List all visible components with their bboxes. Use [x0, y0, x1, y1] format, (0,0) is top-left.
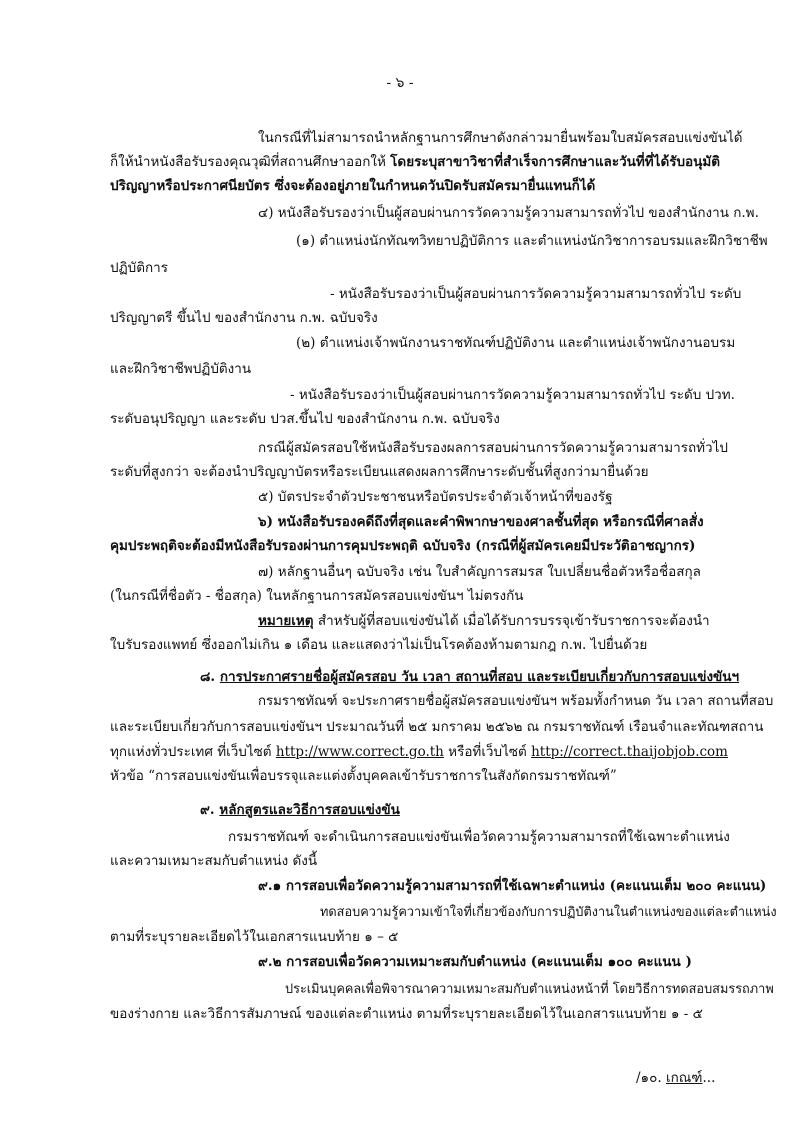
item4-note-line2: ระดับที่สูงกว่า จะต้องนำปริญญาบัตรหรือระเบียนแสดงผลการศึกษาระดับชั้นที่สูงกว่ามายื่นด้วย: [110, 464, 649, 480]
section8-heading: [200, 667, 739, 687]
item4-sub2-doc-line1: - หนังสือรับรองว่าเป็นผู้สอบผ่านการวัดความรู้ความสามารถทั่วไป ระดับ ปวท.: [290, 387, 735, 403]
remark-line1: [258, 611, 710, 631]
intro-line-2-plain: ก็ให้นำหนังสือรับรองคุณวุฒิที่สถานศึกษาออกให้: [110, 154, 391, 170]
remark-label: หมายเหตุ: [258, 613, 314, 629]
item4-note-line1: กรณีผู้สมัครสอบใช้หนังสือรับรองผลการสอบผ่านการวัดความรู้ความสามารถทั่วไป: [258, 440, 728, 456]
section9-heading: [200, 800, 400, 820]
continuation-marker: [636, 1068, 715, 1088]
item7-line1: ๗) หลักฐานอื่นๆ ฉบับจริง เช่น ใบสำคัญการสมรส ใบเปลี่ยนชื่อตัวหรือชื่อสกุล: [258, 564, 701, 580]
intro-line-1: ในกรณีที่ไม่สามารถนำหลักฐานการศึกษาดังกล่าวมายื่นพร้อมใบสมัครสอบแข่งขันได้: [258, 130, 743, 146]
item4-heading: ๔) หนังสือรับรองว่าเป็นผู้สอบผ่านการวัดความรู้ความสามารถทั่วไป ของสำนักงาน ก.พ.: [258, 205, 759, 221]
item4-sub2-line2: และฝึกวิชาชีพปฏิบัติงาน: [110, 361, 252, 377]
section9-line1: กรมราชทัณฑ์ จะดำเนินการสอบแข่งขันเพื่อวัดความรู้ความสามารถที่ใช้เฉพาะตำแหน่ง: [228, 829, 730, 845]
section8-line4: หัวข้อ “การสอบแข่งขันเพื่อบรรจุและแต่งตั้งบุคคลเข้ารับราชการในสังกัดกรมราชทัณฑ์”: [110, 768, 617, 784]
item4-sub1-doc-line1: - หนังสือรับรองว่าเป็นผู้สอบผ่านการวัดความรู้ความสามารถทั่วไป ระดับ: [330, 286, 742, 302]
item4-sub2-line1: (๒) ตำแหน่งเจ้าพนักงานราชทัณฑ์ปฏิบัติงาน และตำแหน่งเจ้าพนักงานอบรม: [296, 335, 736, 351]
continuation-prefix: /๑๐.: [636, 1070, 666, 1086]
item4-sub1-line1: (๑) ตำแหน่งนักทัณฑวิทยาปฏิบัติการ และตำแหน่งนักวิชาการอบรมและฝึกวิชาชีพ: [296, 233, 768, 249]
section9-1-line1: ทดสอบความรู้ความเข้าใจที่เกี่ยวข้องกับการปฏิบัติงานในตำแหน่งของแต่ละตำแหน่ง: [320, 905, 777, 920]
page-number: - ๖ -: [386, 75, 414, 91]
section9-2-line1: ประเมินบุคคลเพื่อพิจารณาความเหมาะสมกับตำแหน่งหน้าที่ โดยวิธีการทดสอบสมรรถภาพ: [285, 982, 774, 997]
continuation-suffix: ...: [702, 1070, 716, 1086]
thaijobjob-link[interactable]: http://correct.thaijobjob.com: [531, 744, 728, 760]
item7-line2: (ในกรณีที่ชื่อตัว - ชื่อสกุล) ในหลักฐานการสมัครสอบแข่งขันฯ ไม่ตรงกัน: [110, 588, 524, 604]
intro-line-2-bold: โดยระบุสาขาวิชาที่สำเร็จการศึกษาและวันที่ที่ได้รับอนุมัติ: [390, 154, 721, 170]
section8-number: ๘.: [200, 669, 220, 685]
section9-number: ๙.: [200, 802, 220, 818]
item6-line1: ๖) หนังสือรับรองคดีถึงที่สุดและคำพิพากษาของศาลชั้นที่สุด หรือกรณีที่ศาลสั่ง: [258, 514, 704, 530]
item6-line2: คุมประพฤติจะต้องมีหนังสือรับรองผ่านการคุมประพฤติ ฉบับจริง (กรณีที่ผู้สมัครเคยมีประวัติอาชญากร): [110, 538, 696, 554]
section8-line3-prefix: ทุกแห่งทั่วประเทศ ที่เว็บไซต์: [110, 744, 276, 760]
item4-sub1-line2: ปฏิบัติการ: [110, 260, 168, 276]
remark-text: สำหรับผู้ที่สอบแข่งขันได้ เมื่อได้รับการบรรจุเข้ารับราชการจะต้องนำ: [313, 613, 710, 629]
section8-line3: [110, 742, 728, 762]
section9-1-line2: ตามที่ระบุรายละเอียดไว้ในเอกสารแนบท้าย ๑ – ๕: [110, 929, 399, 945]
section9-title: หลักสูตรและวิธีการสอบแข่งขัน: [219, 802, 400, 818]
correct-go-th-link[interactable]: http://www.correct.go.th: [275, 744, 444, 760]
item4-sub1-doc-line2: ปริญญาตรี ขึ้นไป ของสำนักงาน ก.พ. ฉบับจริง: [110, 310, 378, 326]
continuation-word: เกณฑ์: [665, 1070, 703, 1086]
item4-sub2-doc-line2: ระดับอนุปริญญา และระดับ ปวส.ขึ้นไป ของสำนักงาน ก.พ. ฉบับจริง: [110, 411, 500, 427]
section8-line1: กรมราชทัณฑ์ จะประกาศรายชื่อผู้สมัครสอบแข่งขันฯ พร้อมทั้งกำหนด วัน เวลา สถานที่สอบ: [258, 694, 774, 709]
intro-line-2: [110, 152, 720, 172]
section8-line2: และระเบียบเกี่ยวกับการสอบแข่งขันฯ ประมาณวันที่ ๒๕ มกราคม ๒๕๖๒ ณ กรมราชทัณฑ์ เรือนจำและทัณฑสถาน: [110, 719, 764, 735]
section9-2-heading: ๙.๒ การสอบเพื่อวัดความเหมาะสมกับตำแหน่ง (คะแนนเต็ม ๑๐๐ คะแนน ): [258, 954, 692, 970]
section9-2-line2: ของร่างกาย และวิธีการสัมภาษณ์ ของแต่ละตำแหน่ง ตามที่ระบุรายละเอียดไว้ในเอกสารแนบท้าย ๑ - ๕: [110, 1006, 703, 1022]
section8-line3-mid: หรือที่เว็บไซต์: [443, 744, 532, 760]
section9-line2: และความเหมาะสมกับตำแหน่ง ดังนี้: [110, 853, 318, 869]
remark-line2: ใบรับรองแพทย์ ซึ่งออกไม่เกิน ๑ เดือน และแสดงว่าไม่เป็นโรคต้องห้ามตามกฎ ก.พ. ไปยื่นด้วย: [110, 637, 648, 653]
section9-1-heading: ๙.๑ การสอบเพื่อวัดความรู้ความสามารถที่ใช้เฉพาะตำแหน่ง (คะแนนเต็ม ๒๐๐ คะแนน): [258, 878, 767, 894]
item5: ๕) บัตรประจำตัวประชาชนหรือบัตรประจำตัวเจ้าหน้าที่ของรัฐ: [258, 489, 613, 505]
section8-title: การประกาศรายชื่อผู้สมัครสอบ วัน เวลา สถานที่สอบ และระเบียบเกี่ยวกับการสอบแข่งขันฯ: [219, 669, 740, 685]
intro-line-3: ปริญญาหรือประกาศนียบัตร ซึ่งจะต้องอยู่ภายในกำหนดวันปิดรับสมัครมายื่นแทนก็ได้: [110, 178, 596, 194]
